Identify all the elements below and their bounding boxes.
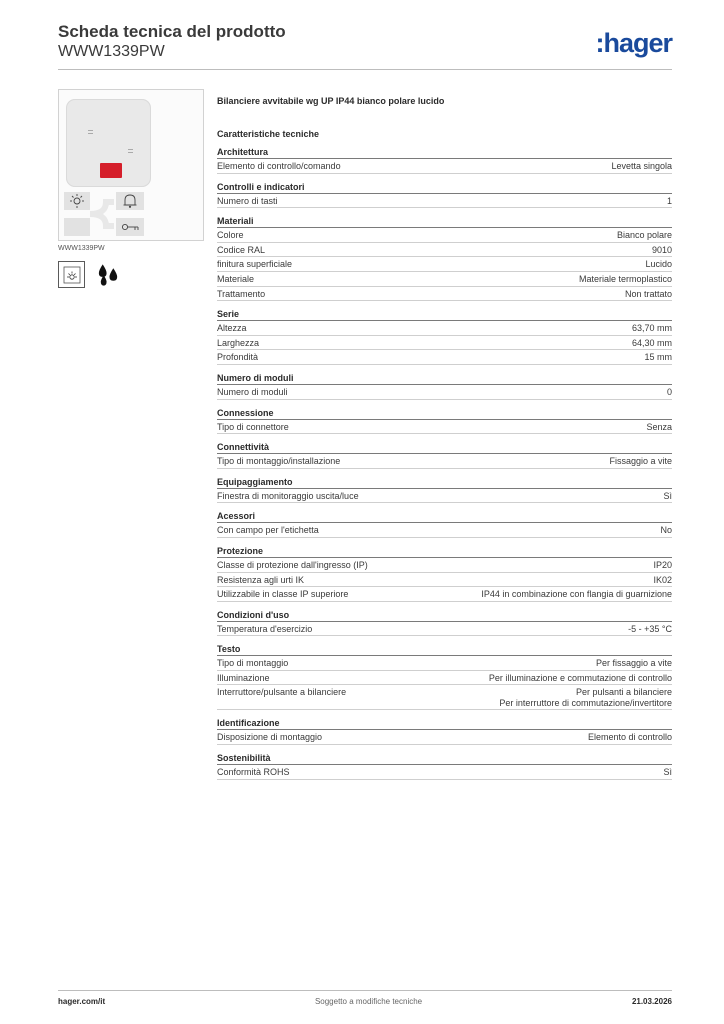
spec-value	[667, 196, 672, 208]
spec-value	[579, 274, 672, 286]
spec-value	[609, 456, 672, 468]
spec-row	[217, 685, 672, 710]
spec-row	[217, 159, 672, 174]
spec-value	[644, 352, 672, 364]
spec-value-line: Materiale termoplastico	[578, 273, 672, 284]
spec-label: Codice RAL	[217, 244, 266, 255]
spec-section	[217, 182, 672, 209]
section-title: Protezione	[217, 546, 672, 558]
product-description: Bilanciere avvitabile wg UP IP44 bianco polare lucido	[217, 96, 445, 106]
spec-value	[663, 767, 672, 779]
water-drops-icon	[95, 261, 122, 288]
page-title: Scheda tecnica del prodotto	[58, 22, 286, 41]
spec-value-line: 64,30 mm	[631, 337, 672, 348]
footer-divider	[58, 990, 672, 991]
spec-section	[217, 477, 672, 504]
spec-section	[217, 718, 672, 745]
spec-value-line: Lucido	[645, 259, 672, 270]
spec-value-line: Sì	[663, 490, 672, 501]
footer-date: 21.03.2026	[631, 997, 672, 1006]
section-title: Testo	[217, 644, 672, 656]
footer-website: hager.com/it	[58, 997, 106, 1006]
section-title: Connettività	[217, 442, 672, 454]
spec-row	[217, 257, 672, 272]
spec-value	[645, 259, 672, 271]
spec-value-line: IP20	[653, 559, 672, 570]
plate-mark	[88, 133, 93, 134]
product-code-heading: WWW1339PW	[58, 43, 165, 60]
spec-value	[481, 589, 672, 601]
section-title: Sostenibilità	[217, 753, 672, 765]
rocker-plate	[66, 99, 151, 187]
spec-section	[217, 644, 672, 710]
spec-row	[217, 765, 672, 780]
spec-value	[617, 230, 672, 242]
spec-value-line: -5 - +35 °C	[628, 623, 672, 634]
spec-label: Classe di protezione dall'ingresso (IP)	[217, 559, 368, 570]
spec-section	[217, 147, 672, 174]
page-header	[58, 22, 672, 70]
light-indicator-icon	[58, 261, 85, 288]
spec-value-line: Non trattato	[624, 288, 672, 299]
spec-label: Tipo di montaggio	[217, 658, 289, 669]
section-title: Serie	[217, 309, 672, 321]
section-title: Equipaggiamento	[217, 477, 672, 489]
spec-label: Larghezza	[217, 337, 260, 348]
section-title: Numero di moduli	[217, 373, 672, 385]
spec-row	[217, 730, 672, 745]
spec-value-line: Bianco polare	[616, 230, 672, 241]
spec-value	[628, 624, 672, 636]
spec-value-line: Per fissaggio a vite	[595, 658, 672, 669]
spec-value-line: Fissaggio a vite	[609, 456, 672, 467]
spec-value-line: IP44 in combinazione con flangia di guarnizione	[481, 589, 672, 600]
spec-value-line: 63,70 mm	[631, 323, 672, 334]
spec-row	[217, 587, 672, 602]
spec-value	[499, 687, 672, 709]
spec-row	[217, 489, 672, 504]
spec-value-line: 1	[666, 195, 672, 206]
hager-logo: :hager	[595, 28, 672, 58]
spec-label: Finestra di monitoraggio uscita/luce	[217, 490, 359, 501]
spec-value-line: Levetta singola	[611, 161, 672, 171]
spec-label: Numero di tasti	[217, 195, 278, 206]
spec-label: Profondità	[217, 352, 259, 363]
spec-value	[646, 422, 672, 434]
spec-section	[217, 546, 672, 602]
red-indicator-window	[100, 163, 122, 178]
product-image	[58, 89, 204, 241]
spec-value	[596, 658, 672, 670]
section-title: Connessione	[217, 408, 672, 420]
characteristics-heading: Caratteristiche tecniche	[217, 129, 320, 139]
spec-section	[217, 511, 672, 538]
plate-mark	[88, 130, 93, 131]
section-title: Controlli e indicatori	[217, 182, 672, 194]
spec-value-line: Senza	[646, 421, 672, 432]
spec-value-line: Per pulsanti a bilanciere	[575, 687, 672, 698]
spec-row	[217, 287, 672, 302]
spec-value	[632, 323, 672, 335]
section-title: Condizioni d'uso	[217, 610, 672, 622]
spec-label: Trattamento	[217, 288, 266, 299]
spec-section	[217, 753, 672, 780]
spec-label: finitura superficiale	[217, 259, 293, 270]
spec-value-line: No	[660, 525, 672, 536]
spec-value	[653, 560, 672, 572]
spec-label: Tipo di connettore	[217, 421, 289, 432]
header-divider	[58, 69, 672, 70]
footer-notice: Soggetto a modifiche tecniche	[314, 997, 423, 1006]
spec-row	[217, 573, 672, 588]
spec-row	[217, 385, 672, 400]
section-title: Acessori	[217, 511, 672, 523]
spec-row	[217, 420, 672, 435]
spec-section	[217, 373, 672, 400]
spec-value-line: 9010	[651, 244, 672, 255]
spec-value-line: Per interruttore di commutazione/invertitore	[499, 698, 672, 709]
spec-row	[217, 350, 672, 365]
spec-value-line: 15 mm	[644, 352, 672, 363]
section-title: Architettura	[217, 147, 672, 159]
spec-value	[588, 732, 672, 744]
spec-row	[217, 228, 672, 243]
spec-row	[217, 656, 672, 671]
spec-value	[660, 525, 672, 537]
spec-label: Conformità ROHS	[217, 767, 290, 778]
section-title: Materiali	[217, 216, 672, 228]
spec-label: Numero di moduli	[217, 386, 288, 397]
spec-row	[217, 558, 672, 573]
spec-label: Altezza	[217, 323, 247, 334]
spec-row	[217, 194, 672, 209]
spec-value	[625, 289, 672, 301]
spec-section	[217, 408, 672, 435]
spec-section	[217, 442, 672, 469]
spec-row	[217, 454, 672, 469]
spec-value	[489, 673, 672, 685]
spec-label: Illuminazione	[217, 672, 270, 683]
spec-row	[217, 671, 672, 686]
spec-label: Materiale	[217, 273, 255, 284]
spec-value	[663, 491, 672, 503]
plate-mark	[128, 152, 133, 153]
spec-section	[217, 610, 672, 637]
spec-section	[217, 309, 672, 365]
product-image-column	[58, 89, 204, 288]
specifications	[217, 96, 672, 780]
page-footer	[58, 997, 672, 1006]
spec-value	[632, 338, 672, 350]
spec-label: Con campo per l'etichetta	[217, 525, 319, 536]
spec-value	[667, 387, 672, 399]
spec-label: Tipo di montaggio/installazione	[217, 456, 341, 467]
spec-row	[217, 272, 672, 287]
spec-label: Utilizzabile in classe IP superiore	[217, 589, 349, 600]
spec-row	[217, 336, 672, 351]
feature-badges	[58, 261, 204, 288]
spec-section	[217, 216, 672, 301]
spec-label: Disposizione di montaggio	[217, 732, 323, 743]
spec-label: Resistenza agli urti IK	[217, 574, 305, 585]
spec-value-line: Elemento di controllo	[587, 732, 672, 743]
plate-mark	[128, 149, 133, 150]
spec-label: Colore	[217, 230, 244, 241]
spec-value-line: Sì	[663, 767, 672, 778]
function-diagram	[62, 190, 200, 238]
spec-label: Temperatura d'esercizio	[217, 623, 313, 634]
spec-row	[217, 523, 672, 538]
image-caption: WWW1339PW	[58, 245, 105, 252]
section-title: Identificazione	[217, 718, 672, 730]
spec-sections	[217, 147, 672, 780]
spec-value	[653, 575, 672, 587]
spec-label: Interruttore/pulsante a bilanciere	[217, 687, 347, 698]
spec-value	[611, 161, 672, 173]
spec-value-line: 0	[666, 386, 672, 397]
spec-value	[652, 245, 672, 257]
spec-value-line: IK02	[653, 574, 672, 585]
spec-row	[217, 243, 672, 258]
spec-row	[217, 622, 672, 637]
spec-label: Elemento di controllo/comando	[217, 161, 341, 171]
spec-value-line: Per illuminazione e commutazione di controllo	[488, 672, 672, 683]
spec-row	[217, 321, 672, 336]
